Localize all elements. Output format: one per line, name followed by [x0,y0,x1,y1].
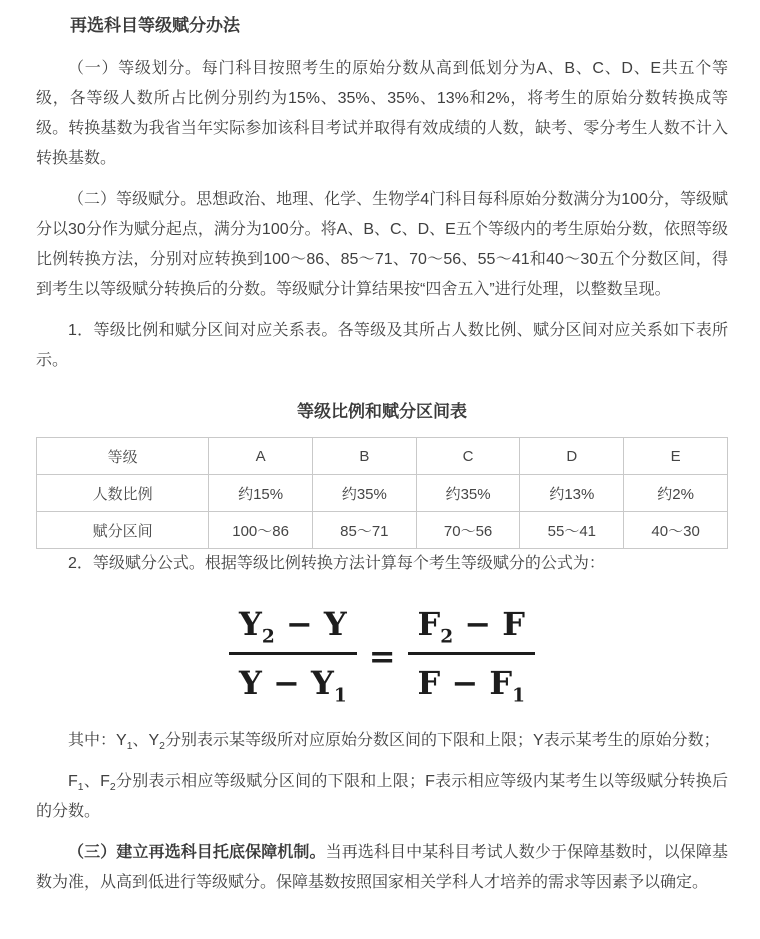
formula-left-numerator [229,605,357,655]
formula-right-fraction [408,605,535,707]
text-run: 分别表示相应等级赋分区间的下限和上限；F表示相应等级内某考生以等级赋分转换后的分数。 [36,773,728,820]
grade-assignment-formula [36,605,728,707]
table-cell: 约13% [520,475,624,512]
paragraph-grade-division: （一）等级划分。每门科目按照考生的原始分数从高到低划分为A、B、C、D、E共五个等级，各等级人数所占比例分别约为15%、35%、35%、13%和2%，将考生的原始分数转换成等级。转换基数为我省当年实际参加该科目考试并取得有效成绩的人数，缺考、零分考生人数不计入转换基数。 [36,60,728,167]
formula-term: − F [453,605,525,643]
paragraph-y-definitions [36,726,728,756]
formula-subscript: 1 [333,685,347,707]
table-header-cell: 等级 [37,438,209,475]
table-cell: 100～86 [209,512,313,549]
formula-term: F [417,605,441,643]
formula-subscript: 2 [261,626,275,648]
text-run: 、Y [132,732,160,749]
formula-term: − Y [274,605,347,643]
table-row-population-ratio [37,475,728,512]
table-cell: 约35% [312,475,416,512]
formula-right-numerator [408,605,535,655]
text-run: 分别表示某等级所对应原始分数区间的下限和上限；Y表示某考生的原始分数； [164,732,720,749]
text-run: 当再选科目中某科目考试人数少于保障基数时，以保障基数为准，从高到低进行等级赋分。保障基数按照国家相关学科人才培养的需求等因素予以确定。 [36,844,728,891]
grade-ratio-table [36,437,728,549]
paragraph-guarantee-mechanism [36,838,728,898]
subscript: 1 [126,741,133,753]
formula-subscript: 1 [512,685,525,707]
formula-term: Y − Y [239,664,334,702]
table-cell: 55～41 [520,512,624,549]
text-run: F [68,773,78,790]
table-cell: 40～30 [624,512,728,549]
paragraph-f-definitions [36,767,728,827]
subscript: 2 [159,741,165,753]
table-cell: 约15% [209,475,313,512]
formula-term: F − F [417,664,513,702]
paragraph-grade-scoring: （二）等级赋分。思想政治、地理、化学、生物学4门科目每科原始分数满分为100分，等级赋分以30分作为赋分起点，满分为100分。将A、B、C、D、E五个等级内的考生原始分数，依照等级比例转换方法，分别对应转换到100～86、85～71、70～56、55～41和40～30五个分数区间，得到考生以等级赋分转换后的分数。等级赋分计算结果按“四舍五入”进行处理，以整数呈现。 [36,191,728,298]
table-row-score-range [37,512,728,549]
table-cell: 人数比例 [37,475,209,512]
table-header-cell: B [312,438,416,475]
table-cell: 85～71 [312,512,416,549]
table-header-cell: E [624,438,728,475]
equals-sign: = [368,636,396,675]
guarantee-mechanism-lead: （三）建立再选科目托底保障机制。 [68,844,326,861]
document-title: 再选科目等级赋分办法 [70,16,240,35]
table-cell: 赋分区间 [37,512,209,549]
subscript: 2 [109,782,116,794]
table-cell: 约35% [416,475,520,512]
table-header-cell: A [209,438,313,475]
table-header-row [37,438,728,475]
text-run: 、F [83,773,110,790]
table-cell: 约2% [624,475,728,512]
text-run: 其中：Y [68,732,127,749]
formula-subscript: 2 [440,626,454,648]
formula-right-denominator [408,655,535,707]
table-header-cell: D [520,438,624,475]
paragraph-formula-intro: 2．等级赋分公式。根据等级比例转换方法计算每个考生等级赋分的公式为： [68,555,605,572]
table-header-cell: C [416,438,520,475]
formula-left-denominator [229,655,357,707]
table-title: 等级比例和赋分区间表 [297,402,467,421]
table-cell: 70～56 [416,512,520,549]
subscript: 1 [77,782,84,794]
formula-left-fraction [229,605,357,707]
paragraph-table-intro: 1．等级比例和赋分区间对应关系表。各等级及其所占人数比例、赋分区间对应关系如下表所示。 [36,322,728,369]
formula-term: Y [239,605,262,643]
